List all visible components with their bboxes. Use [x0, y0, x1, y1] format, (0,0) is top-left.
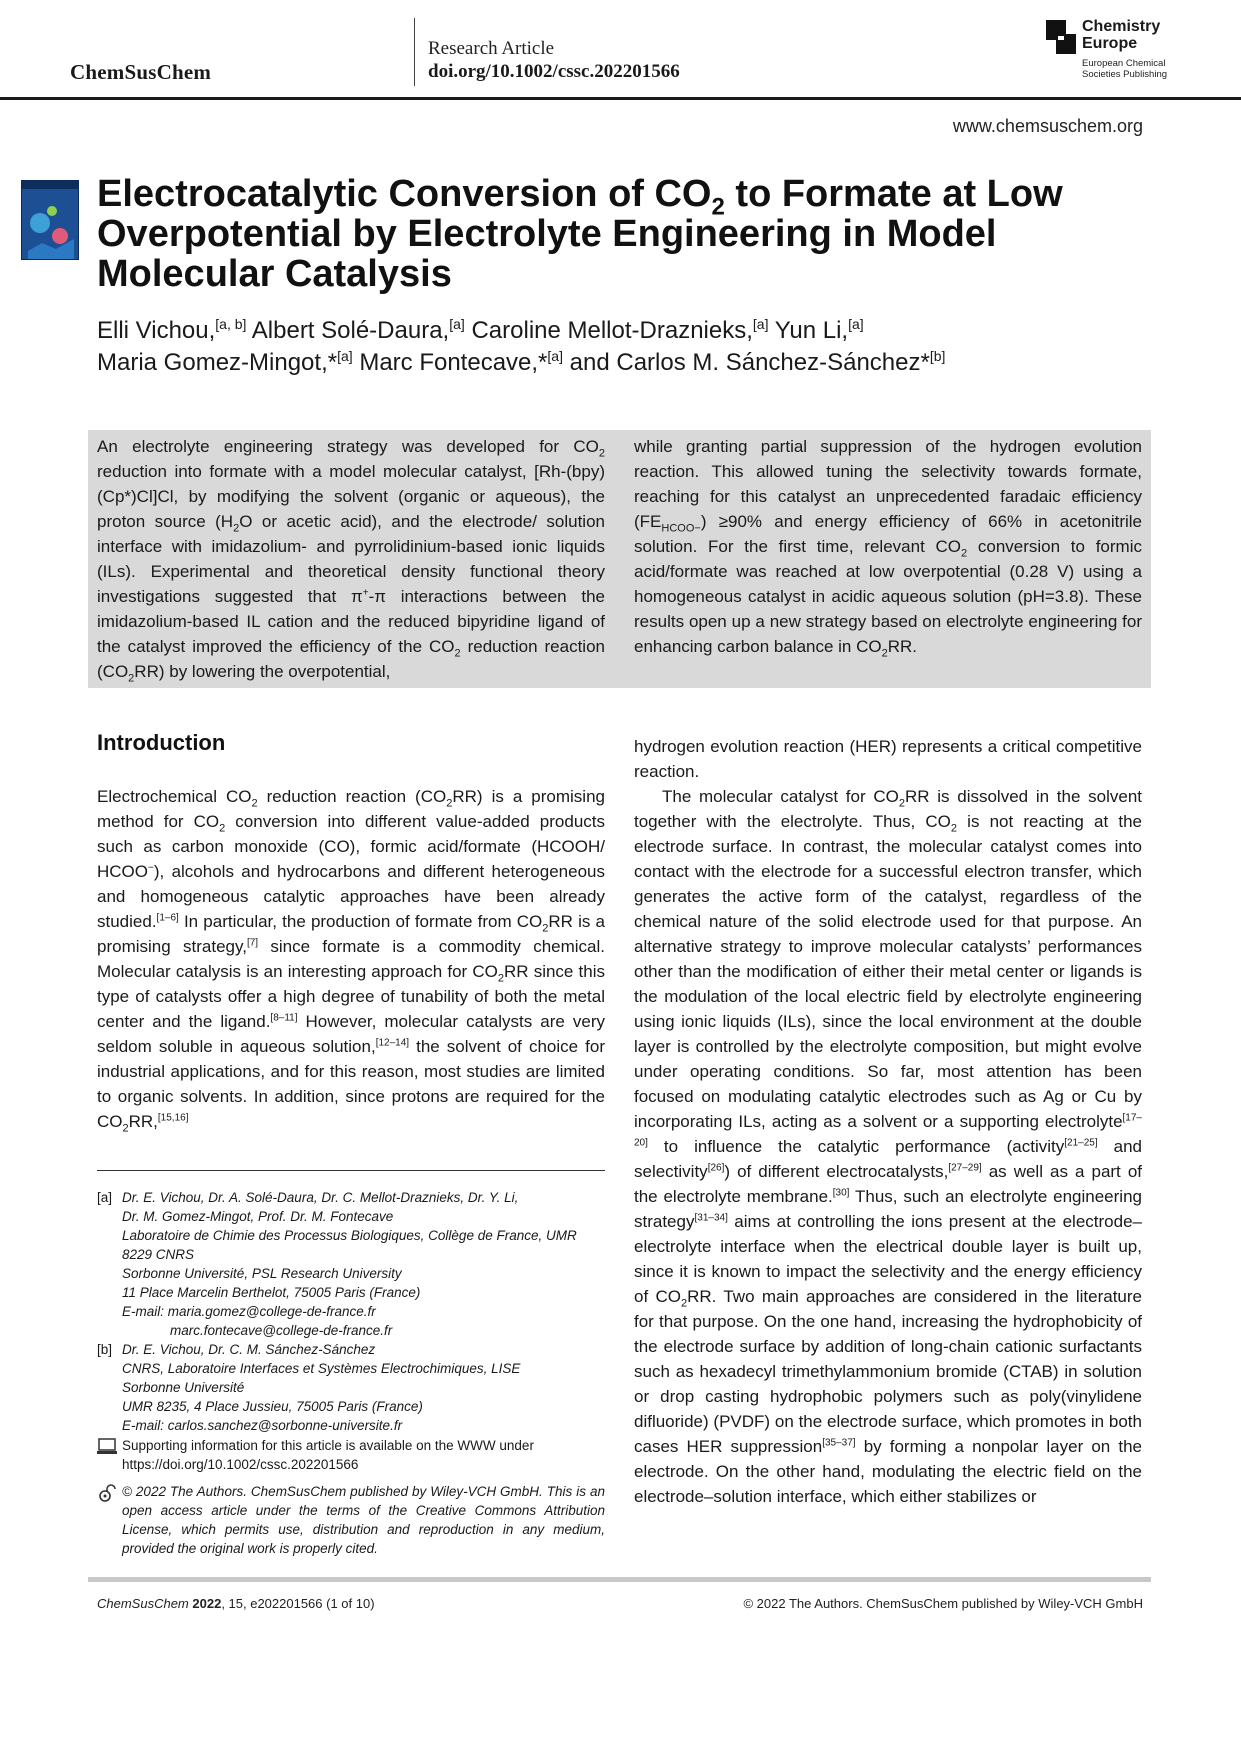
- license-note: © 2022 The Authors. ChemSusChem published by Wiley-VCH GmbH. This is an open access article under the terms of the Creative Commons Attribution License, which permits use, distribution and reproduction in any medium, provided the original work is properly cited.: [97, 1482, 605, 1558]
- author: Maria Gomez-Mingot,*: [97, 349, 338, 376]
- cover-image-icon: [22, 181, 79, 260]
- publisher-subtitle: European Chemical Societies Publishing: [1082, 58, 1168, 80]
- email-link[interactable]: marc.fontecave@college-de-france.fr: [170, 1323, 393, 1338]
- author: Yun Li,: [768, 317, 849, 344]
- open-access-icon: [97, 1484, 117, 1502]
- article-title: Electrocatalytic Conversion of $CO_2$ to Formate at Low Overpotential by Electrolyte Engineering in Model Molecular Catalysis: [97, 173, 1063, 295]
- chemistry-europe-icon: [1046, 20, 1078, 56]
- citation-link[interactable]: [15,16]: [157, 1112, 189, 1124]
- email-link[interactable]: E-mail: carlos.sanchez@sorbonne-universite.fr: [122, 1418, 403, 1433]
- citation-footer: ChemSusChem 2022, 15, e202201566 (1 of 10): [97, 1596, 375, 1611]
- footnote-divider: [97, 1170, 605, 1171]
- citation-link[interactable]: [31–34]: [694, 1212, 728, 1224]
- copyright-footer: © 2022 The Authors. ChemSusChem published by Wiley-VCH GmbH: [743, 1596, 1143, 1611]
- citation-link[interactable]: [17–20]: [634, 1112, 1142, 1149]
- affiliations: [97, 1188, 605, 1435]
- page-header: [0, 0, 1241, 100]
- journal-name: ChemSusChem: [70, 60, 212, 84]
- paragraph: The molecular catalyst for $CO_2RR$ is dissolved in the solvent together with the electrolyte. Thus, $CO_2$ is not reacting at the electrode surface. In contrast, the molecular catalyst comes into contact with the electrode for a successful electron transfer, which generates the active form of the catalyst, regardless of the chemical nature of the solid electrode used for that purpose. An alternative strategy to improve molecular catalysts’ performances other than the modification of either their metal center or ligands is the modulation of the local electric field by electrolyte engineering using ionic liquids (ILs), since the local environment at the double layer is controlled by the electrolyte composition, but might evolve under operating conditions. So far, most attention has been focused on modulating catalytic electrodes such as Ag or Cu by incorporating ILs, acting as a solvent or a supporting electrolyte[17–20] to influence the catalytic performance (activity[21–25] and selectivity[26]) of different electrocatalysts,[27–29] as well as a part of the electrolyte membrane.[30] Thus, such an electrolyte engineering strategy[31–34] aims at controlling the ions present at the electrode–electrolyte interface when the electrical double layer is built up, since it is known to impact the selectivity and the energy efficiency of $CO_2RR$. Two main approaches are considered in the literature for that purpose. On the one hand, increasing the hydrophobicity of the electrode surface by addition of long-chain cationic surfactants such as hexadecyl trimethylammonium bromide (CTAB) in solution or drop casting hydrophobic polymers such as poly(vinylidene difluoride) (PVDF) on the electrode surface, which promotes in both cases HER suppression[35–37] by forming a nonpolar layer on the electrode. On the other hand, modulating the electric field on the electrode–solution interface, which either stabilizes or: [634, 787, 1142, 1506]
- author: Elli Vichou,: [97, 317, 216, 344]
- citation-link[interactable]: [1–6]: [156, 912, 179, 924]
- supporting-info-note: Supporting information for this article is available on the WWW under https://doi.org/10.1002/cssc.202201566: [97, 1436, 605, 1474]
- intro-right-column: [634, 734, 1142, 1509]
- citation-link[interactable]: [21–25]: [1064, 1137, 1098, 1149]
- author-list: Elli Vichou,[a, b] Albert Solé-Daura,[a] Caroline Mellot-Draznieks,[a] Yun Li,[a] Maria Gomez-Mingot,*[a] Marc Fontecave,*[a] and Carlos M. Sánchez-Sánchez*[b]: [97, 316, 946, 376]
- citation-link[interactable]: [27–29]: [948, 1162, 982, 1174]
- author: and Carlos M. Sánchez-Sánchez*: [562, 349, 930, 376]
- citation-link[interactable]: [35–37]: [822, 1437, 856, 1449]
- journal-website[interactable]: www.chemsuschem.org: [952, 116, 1143, 136]
- affiliation-b: [b] Dr. E. Vichou, Dr. C. M. Sánchez-Sánchez CNRS, Laboratoire Interfaces et Systèmes Electrochimiques, LISE Sorbonne Université UMR 8235, 4 Place Jussieu, 75005 Paris (France) E-mail: carlos.sanchez@sorbonne-universite.fr: [97, 1340, 605, 1435]
- publisher-name: Chemistry Europe: [1082, 18, 1161, 52]
- journal-cover-thumbnail: [21, 180, 79, 260]
- citation-link[interactable]: [7]: [246, 937, 259, 949]
- citation-link[interactable]: [8–11]: [270, 1012, 298, 1024]
- author: Caroline Mellot-Draznieks,: [464, 317, 753, 344]
- author: Albert Solé-Daura,: [246, 317, 450, 344]
- citation-link[interactable]: [12–14]: [375, 1037, 410, 1049]
- author: Marc Fontecave,*: [352, 349, 548, 376]
- header-divider: [414, 18, 415, 86]
- section-heading-introduction: Introduction: [97, 730, 226, 755]
- doi-link[interactable]: doi.org/10.1002/cssc.202201566: [428, 61, 680, 82]
- citation-link[interactable]: [26]: [707, 1162, 725, 1174]
- citation-link[interactable]: [30]: [832, 1187, 850, 1199]
- abstract-left-column: An electrolyte engineering strategy was developed for $CO_2$ reduction into formate with a model molecular catalyst, [Rh-(bpy)(Cp*)Cl]Cl, by modifying the solvent (organic or aqueous), the proton source ($H_2O$ or acetic acid), and the electrode/ solution interface with imidazolium- and pyrrolidinium-based ionic liquids (ILs). Experimental and theoretical density functional theory investigations suggested that π+-π interactions between the imidazolium-based IL cation and the reduced bipyridine ligand of the catalyst improved the efficiency of the $CO_2$ reduction reaction $(CO_2RR)$ by lowering the overpotential,: [97, 437, 605, 685]
- footer-divider: [88, 1577, 1151, 1582]
- email-link[interactable]: E-mail: maria.gomez@college-de-france.fr: [122, 1304, 376, 1319]
- paragraph: hydrogen evolution reaction (HER) represents a critical competitive reaction.: [634, 737, 1142, 781]
- chemistry-europe-logo: [1046, 18, 1226, 84]
- abstract-right-column: while granting partial suppression of the hydrogen evolution reaction. This allowed tuning the selectivity towards formate, reaching for this catalyst an unprecedented faradaic efficiency $(FE_{HCOO-}) \ge 90\%$ and energy efficiency of 66% in acetonitrile solution. For the first time, relevant $CO_2$ conversion to formic acid/formate was reached at low overpotential (0.28 V) using a homogeneous catalyst in acidic aqueous solution (pH=3.8). These results open up a new strategy based on electrolyte engineering for enhancing carbon balance in $CO_2RR$.: [634, 437, 1142, 660]
- computer-icon: [97, 1438, 117, 1456]
- article-type: Research Article: [428, 38, 555, 59]
- affiliation-a: [a] Dr. E. Vichou, Dr. A. Solé-Daura, Dr. C. Mellot-Draznieks, Dr. Y. Li, Dr. M. Gomez-Mingot, Prof. Dr. M. Fontecave Laboratoire de Chimie des Processus Biologiques, Collège de France, UMR 8229 CNRS Sorbonne Université, PSL Research University 11 Place Marcelin Berthelot, 75005 Paris (France) E-mail: maria.gomez@college-de-france.fr marc.fontecave@college-de-france.fr: [97, 1188, 605, 1340]
- intro-left-column: Electrochemical $CO_2$ reduction reaction $(CO_2RR)$ is a promising method for $CO_2$ conversion into different value-added products such as carbon monoxide (CO), formic acid/formate (HCOOH/ HCOO−), alcohols and hydrocarbons and different heterogeneous and homogeneous catalytic approaches have been already studied.[1–6] In particular, the production of formate from $CO_2RR$ is a promising strategy,[7] since formate is a commodity chemical. Molecular catalysis is an interesting approach for $CO_2RR$ since this type of catalysts offer a high degree of tunability of both the metal center and the ligand.[8–11] However, molecular catalysts are very seldom soluble in aqueous solution,[12–14] the solvent of choice for industrial applications, and for this reason, most studies are limited to organic solvents. In addition, since protons are required for the $CO_2RR,[15,16]$: [97, 787, 606, 1135]
- abstract-box: [88, 430, 1151, 688]
